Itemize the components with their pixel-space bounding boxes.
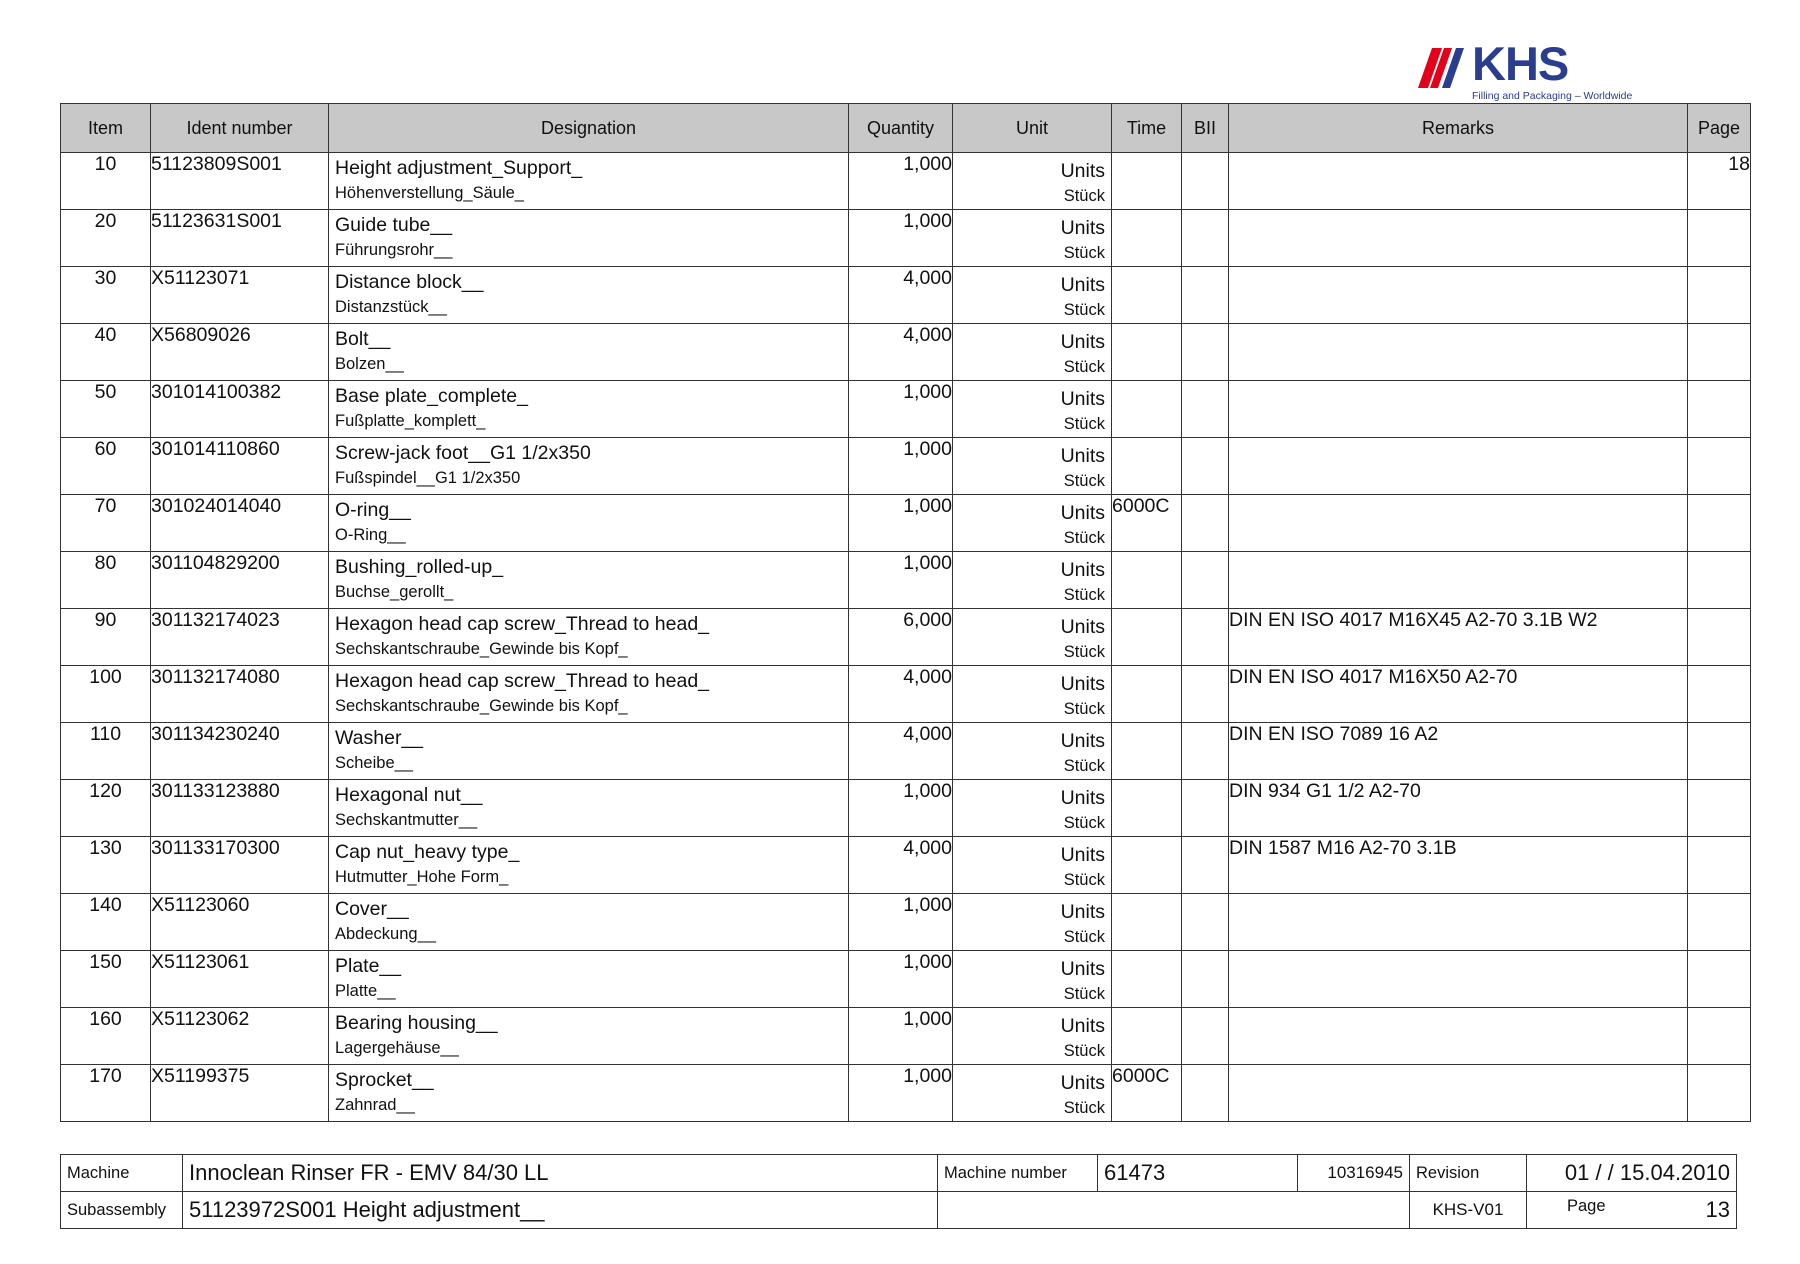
designation-english: Hexagon head cap screw_Thread to head_	[335, 670, 710, 692]
unit-english: Units	[1060, 616, 1105, 638]
item-cell: 110	[61, 723, 151, 780]
unit-cell	[953, 951, 1112, 1008]
time-cell	[1112, 381, 1182, 438]
designation-cell	[329, 951, 849, 1008]
document-code: 10316945	[1298, 1155, 1410, 1192]
ident-number-cell: X51123060	[151, 894, 329, 951]
remarks-cell	[1229, 324, 1688, 381]
designation-english: Screw-jack foot__G1 1/2x350	[335, 442, 591, 464]
ident-number-cell: 301134230240	[151, 723, 329, 780]
page-ref-cell	[1688, 324, 1751, 381]
unit-english: Units	[1060, 388, 1105, 410]
quantity-cell: 4,000	[849, 723, 953, 780]
time-cell	[1112, 438, 1182, 495]
page-ref-cell	[1688, 1065, 1751, 1122]
item-cell: 30	[61, 267, 151, 324]
designation-english: Hexagon head cap screw_Thread to head_	[335, 613, 710, 635]
designation-english: Distance block__	[335, 271, 484, 293]
designation-german: Zahnrad__	[335, 1096, 415, 1114]
designation-german: Fußspindel__G1 1/2x350	[335, 469, 521, 487]
bii-cell	[1182, 951, 1229, 1008]
ident-number-cell: X51199375	[151, 1065, 329, 1122]
designation-german: Sechskantschraube_Gewinde bis Kopf_	[335, 697, 628, 715]
khs-logo	[1416, 37, 1633, 106]
ident-number-cell: X56809026	[151, 324, 329, 381]
subassembly-value: 51123972S001 Height adjustment__	[183, 1192, 938, 1229]
table-row	[61, 780, 1751, 837]
designation-cell	[329, 267, 849, 324]
remarks-cell: DIN 934 G1 1/2 A2-70	[1229, 780, 1688, 837]
header-time: Time	[1112, 104, 1182, 153]
ident-number-cell: X51123062	[151, 1008, 329, 1065]
header-page: Page	[1688, 104, 1751, 153]
table-row	[61, 495, 1751, 552]
header-unit: Unit	[953, 104, 1112, 153]
unit-german: Stück	[1063, 187, 1105, 205]
ident-number-cell: X51123061	[151, 951, 329, 1008]
designation-german: Buchse_gerollt_	[335, 583, 454, 601]
designation-english: O-ring__	[335, 499, 411, 521]
remarks-cell: DIN EN ISO 4017 M16X45 A2-70 3.1B W2	[1229, 609, 1688, 666]
page-ref-cell	[1688, 837, 1751, 894]
title-block-row-1	[61, 1155, 1737, 1192]
item-cell: 150	[61, 951, 151, 1008]
designation-german: O-Ring__	[335, 526, 406, 544]
header-item: Item	[61, 104, 151, 153]
ident-number-cell: 301104829200	[151, 552, 329, 609]
ident-number-cell: 301014110860	[151, 438, 329, 495]
unit-cell	[953, 666, 1112, 723]
machine-value: Innoclean Rinser FR - EMV 84/30 LL	[183, 1155, 938, 1192]
designation-cell	[329, 609, 849, 666]
page-ref-cell	[1688, 666, 1751, 723]
remarks-cell	[1229, 267, 1688, 324]
unit-english: Units	[1060, 673, 1105, 695]
designation-german: Sechskantschraube_Gewinde bis Kopf_	[335, 640, 628, 658]
unit-english: Units	[1060, 502, 1105, 524]
page-ref-cell	[1688, 210, 1751, 267]
khs-logo-mark-icon	[1416, 40, 1472, 90]
item-cell: 20	[61, 210, 151, 267]
table-row	[61, 1065, 1751, 1122]
table-row	[61, 951, 1751, 1008]
designation-cell	[329, 552, 849, 609]
bii-cell	[1182, 552, 1229, 609]
bii-cell	[1182, 495, 1229, 552]
header-designation: Designation	[329, 104, 849, 153]
bii-cell	[1182, 609, 1229, 666]
designation-cell	[329, 837, 849, 894]
unit-german: Stück	[1063, 358, 1105, 376]
unit-english: Units	[1060, 787, 1105, 809]
unit-english: Units	[1060, 730, 1105, 752]
unit-cell	[953, 267, 1112, 324]
ident-number-cell: 51123809S001	[151, 153, 329, 210]
page-ref-cell	[1688, 552, 1751, 609]
designation-german: Distanzstück__	[335, 298, 447, 316]
remarks-cell	[1229, 495, 1688, 552]
table-row	[61, 723, 1751, 780]
bii-cell	[1182, 894, 1229, 951]
ident-number-cell: 301133170300	[151, 837, 329, 894]
unit-english: Units	[1060, 958, 1105, 980]
item-cell: 60	[61, 438, 151, 495]
bii-cell	[1182, 438, 1229, 495]
quantity-cell: 1,000	[849, 1008, 953, 1065]
designation-english: Height adjustment_Support_	[335, 157, 583, 179]
time-cell	[1112, 837, 1182, 894]
machine-number-label: Machine number	[938, 1155, 1098, 1192]
time-cell	[1112, 1008, 1182, 1065]
table-row	[61, 324, 1751, 381]
remarks-cell: DIN EN ISO 4017 M16X50 A2-70	[1229, 666, 1688, 723]
unit-german: Stück	[1063, 700, 1105, 718]
designation-english: Bushing_rolled-up_	[335, 556, 504, 578]
empty-cell	[938, 1192, 1410, 1229]
quantity-cell: 1,000	[849, 381, 953, 438]
title-block-row-2	[61, 1192, 1737, 1229]
bii-cell	[1182, 780, 1229, 837]
quantity-cell: 4,000	[849, 324, 953, 381]
time-cell	[1112, 723, 1182, 780]
table-row	[61, 894, 1751, 951]
item-cell: 140	[61, 894, 151, 951]
designation-english: Plate__	[335, 955, 402, 977]
designation-english: Bolt__	[335, 328, 391, 350]
unit-german: Stück	[1063, 985, 1105, 1003]
designation-cell	[329, 723, 849, 780]
machine-number-value: 61473	[1098, 1155, 1298, 1192]
item-cell: 10	[61, 153, 151, 210]
bii-cell	[1182, 723, 1229, 780]
page-ref-cell: 18	[1688, 153, 1751, 210]
parts-table-body	[61, 153, 1751, 1122]
time-cell	[1112, 552, 1182, 609]
unit-cell	[953, 1008, 1112, 1065]
doc-version-code: KHS-V01	[1410, 1192, 1527, 1229]
unit-german: Stück	[1063, 415, 1105, 433]
bii-cell	[1182, 1065, 1229, 1122]
unit-cell	[953, 837, 1112, 894]
quantity-cell: 1,000	[849, 495, 953, 552]
page-ref-cell	[1688, 951, 1751, 1008]
designation-cell	[329, 495, 849, 552]
header-bii: BII	[1182, 104, 1229, 153]
remarks-cell	[1229, 951, 1688, 1008]
page-ref-cell	[1688, 723, 1751, 780]
remarks-cell	[1229, 894, 1688, 951]
bii-cell	[1182, 324, 1229, 381]
machine-label: Machine	[61, 1155, 183, 1192]
unit-english: Units	[1060, 445, 1105, 467]
unit-cell	[953, 210, 1112, 267]
designation-cell	[329, 324, 849, 381]
designation-english: Sprocket__	[335, 1069, 434, 1091]
time-cell	[1112, 894, 1182, 951]
page-ref-cell	[1688, 495, 1751, 552]
page-ref-cell	[1688, 381, 1751, 438]
remarks-cell	[1229, 1008, 1688, 1065]
table-row	[61, 1008, 1751, 1065]
item-cell: 160	[61, 1008, 151, 1065]
unit-english: Units	[1060, 1072, 1105, 1094]
remarks-cell: DIN EN ISO 7089 16 A2	[1229, 723, 1688, 780]
time-cell	[1112, 666, 1182, 723]
page-ref-cell	[1688, 780, 1751, 837]
subassembly-label: Subassembly	[61, 1192, 183, 1229]
designation-german: Abdeckung__	[335, 925, 436, 943]
unit-cell	[953, 438, 1112, 495]
item-cell: 80	[61, 552, 151, 609]
unit-cell	[953, 609, 1112, 666]
item-cell: 130	[61, 837, 151, 894]
parts-list-table	[60, 103, 1751, 1122]
designation-german: Führungsrohr__	[335, 241, 453, 259]
remarks-cell	[1229, 438, 1688, 495]
header-ident-number: Ident number	[151, 104, 329, 153]
designation-cell	[329, 666, 849, 723]
unit-german: Stück	[1063, 301, 1105, 319]
table-row	[61, 153, 1751, 210]
unit-cell	[953, 495, 1112, 552]
designation-german: Platte__	[335, 982, 396, 1000]
unit-english: Units	[1060, 844, 1105, 866]
quantity-cell: 4,000	[849, 666, 953, 723]
quantity-cell: 1,000	[849, 780, 953, 837]
ident-number-cell: 301132174023	[151, 609, 329, 666]
bii-cell	[1182, 153, 1229, 210]
quantity-cell: 4,000	[849, 837, 953, 894]
item-cell: 70	[61, 495, 151, 552]
unit-german: Stück	[1063, 1099, 1105, 1117]
remarks-cell	[1229, 153, 1688, 210]
quantity-cell: 4,000	[849, 267, 953, 324]
unit-cell	[953, 723, 1112, 780]
remarks-cell	[1229, 381, 1688, 438]
item-cell: 90	[61, 609, 151, 666]
item-cell: 100	[61, 666, 151, 723]
unit-german: Stück	[1063, 643, 1105, 661]
unit-german: Stück	[1063, 586, 1105, 604]
time-cell	[1112, 153, 1182, 210]
unit-german: Stück	[1063, 871, 1105, 889]
designation-german: Scheibe__	[335, 754, 413, 772]
table-header-row	[61, 104, 1751, 153]
designation-cell	[329, 1008, 849, 1065]
designation-cell	[329, 153, 849, 210]
time-cell	[1112, 210, 1182, 267]
bii-cell	[1182, 666, 1229, 723]
table-row	[61, 438, 1751, 495]
revision-label: Revision	[1410, 1155, 1527, 1192]
page-ref-cell	[1688, 438, 1751, 495]
designation-cell	[329, 780, 849, 837]
unit-german: Stück	[1063, 757, 1105, 775]
designation-english: Hexagonal nut__	[335, 784, 483, 806]
page-ref-cell	[1688, 267, 1751, 324]
designation-cell	[329, 1065, 849, 1122]
quantity-cell: 6,000	[849, 609, 953, 666]
table-row	[61, 552, 1751, 609]
time-cell	[1112, 780, 1182, 837]
designation-german: Höhenverstellung_Säule_	[335, 184, 524, 202]
title-block	[60, 1154, 1737, 1229]
designation-cell	[329, 210, 849, 267]
unit-english: Units	[1060, 1015, 1105, 1037]
ident-number-cell: 301133123880	[151, 780, 329, 837]
remarks-cell	[1229, 1065, 1688, 1122]
time-cell	[1112, 324, 1182, 381]
table-row	[61, 666, 1751, 723]
remarks-cell	[1229, 210, 1688, 267]
item-cell: 170	[61, 1065, 151, 1122]
item-cell: 120	[61, 780, 151, 837]
unit-cell	[953, 381, 1112, 438]
quantity-cell: 1,000	[849, 951, 953, 1008]
quantity-cell: 1,000	[849, 894, 953, 951]
bii-cell	[1182, 837, 1229, 894]
unit-english: Units	[1060, 559, 1105, 581]
designation-german: Fußplatte_komplett_	[335, 412, 486, 430]
time-cell: 6000C	[1112, 495, 1182, 552]
designation-english: Base plate_complete_	[335, 385, 528, 407]
page-number: 13	[1705, 1197, 1730, 1222]
table-row	[61, 210, 1751, 267]
unit-german: Stück	[1063, 244, 1105, 262]
page-cell	[1527, 1192, 1737, 1229]
quantity-cell: 1,000	[849, 1065, 953, 1122]
unit-cell	[953, 324, 1112, 381]
unit-cell	[953, 894, 1112, 951]
unit-english: Units	[1060, 901, 1105, 923]
quantity-cell: 1,000	[849, 438, 953, 495]
logo-tagline: Filling and Packaging – Worldwide	[1472, 90, 1633, 102]
ident-number-cell: 51123631S001	[151, 210, 329, 267]
designation-cell	[329, 894, 849, 951]
ident-number-cell: 301132174080	[151, 666, 329, 723]
item-cell: 40	[61, 324, 151, 381]
designation-english: Guide tube__	[335, 214, 453, 236]
page-ref-cell	[1688, 609, 1751, 666]
unit-german: Stück	[1063, 1042, 1105, 1060]
unit-english: Units	[1060, 274, 1105, 296]
quantity-cell: 1,000	[849, 210, 953, 267]
header-quantity: Quantity	[849, 104, 953, 153]
unit-english: Units	[1060, 331, 1105, 353]
bii-cell	[1182, 381, 1229, 438]
revision-value: 01 / / 15.04.2010	[1527, 1155, 1737, 1192]
designation-english: Bearing housing__	[335, 1012, 498, 1034]
remarks-cell: DIN 1587 M16 A2-70 3.1B	[1229, 837, 1688, 894]
table-row	[61, 267, 1751, 324]
ident-number-cell: X51123071	[151, 267, 329, 324]
unit-german: Stück	[1063, 529, 1105, 547]
unit-english: Units	[1060, 160, 1105, 182]
quantity-cell: 1,000	[849, 552, 953, 609]
page-label: Page	[1567, 1197, 1606, 1215]
page-ref-cell	[1688, 894, 1751, 951]
designation-english: Washer__	[335, 727, 424, 749]
designation-german: Hutmutter_Hohe Form_	[335, 868, 509, 886]
designation-german: Sechskantmutter__	[335, 811, 478, 829]
time-cell	[1112, 951, 1182, 1008]
designation-english: Cap nut_heavy type_	[335, 841, 520, 863]
header-remarks: Remarks	[1229, 104, 1688, 153]
quantity-cell: 1,000	[849, 153, 953, 210]
remarks-cell	[1229, 552, 1688, 609]
unit-cell	[953, 552, 1112, 609]
unit-cell	[953, 153, 1112, 210]
designation-german: Lagergehäuse__	[335, 1039, 459, 1057]
unit-german: Stück	[1063, 472, 1105, 490]
unit-english: Units	[1060, 217, 1105, 239]
item-cell: 50	[61, 381, 151, 438]
table-row	[61, 381, 1751, 438]
designation-cell	[329, 438, 849, 495]
time-cell	[1112, 267, 1182, 324]
unit-cell	[953, 1065, 1112, 1122]
table-row	[61, 837, 1751, 894]
time-cell: 6000C	[1112, 1065, 1182, 1122]
table-row	[61, 609, 1751, 666]
ident-number-cell: 301014100382	[151, 381, 329, 438]
unit-cell	[953, 780, 1112, 837]
unit-german: Stück	[1063, 814, 1105, 832]
designation-english: Cover__	[335, 898, 409, 920]
bii-cell	[1182, 210, 1229, 267]
unit-german: Stück	[1063, 928, 1105, 946]
logo-wordmark: KHS	[1472, 37, 1569, 90]
bii-cell	[1182, 267, 1229, 324]
ident-number-cell: 301024014040	[151, 495, 329, 552]
page-ref-cell	[1688, 1008, 1751, 1065]
designation-cell	[329, 381, 849, 438]
time-cell	[1112, 609, 1182, 666]
bii-cell	[1182, 1008, 1229, 1065]
designation-german: Bolzen__	[335, 355, 404, 373]
